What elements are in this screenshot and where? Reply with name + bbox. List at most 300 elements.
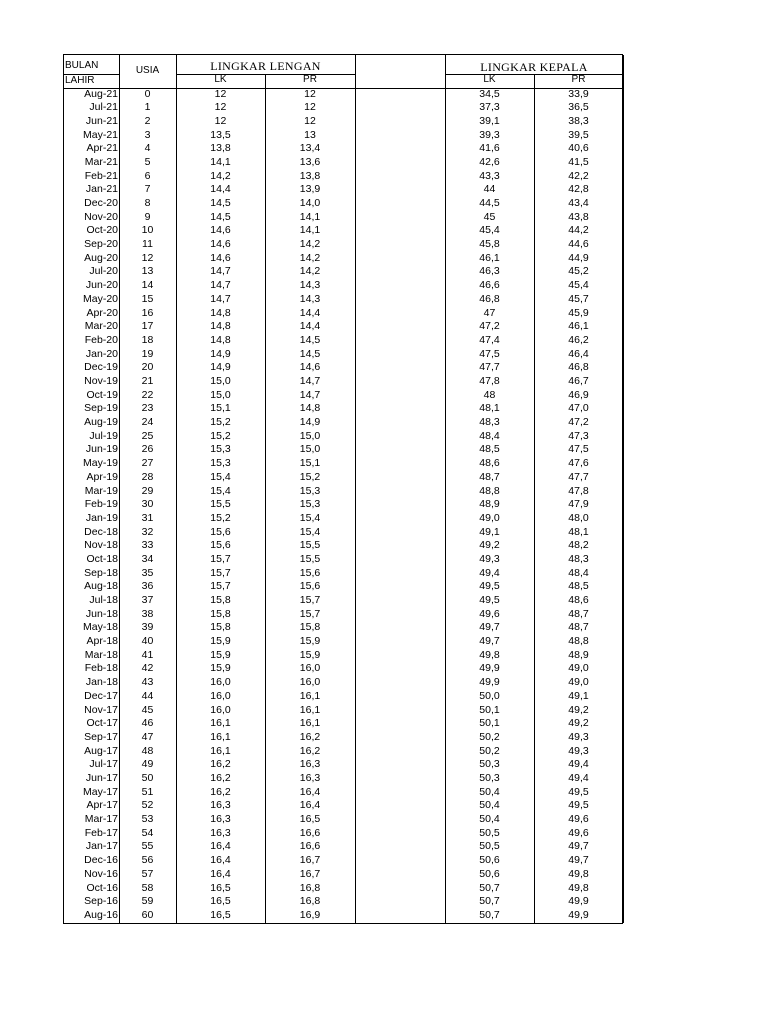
bulan-lahir-cell: Nov-17	[84, 703, 118, 716]
lingkar-kepala-lk-cell: 46,6	[479, 279, 500, 292]
usia-cell: 5	[144, 155, 151, 168]
lingkar-kepala-pr-cell: 47,3	[568, 429, 589, 442]
bulan-lahir-cell: Dec-19	[84, 361, 118, 374]
lingkar-kepala-lk-cell: 49,8	[479, 648, 500, 661]
column-divider	[623, 55, 624, 923]
usia-cell: 27	[141, 457, 154, 470]
bulan-lahir-cell: Jul-20	[89, 265, 118, 278]
usia-cell: 13	[141, 265, 154, 278]
bulan-lahir-cell: Jun-20	[85, 279, 118, 292]
lingkar-kepala-lk-cell: 49,0	[479, 511, 500, 524]
bulan-lahir-cell: Jan-18	[85, 676, 118, 689]
bulan-lahir-cell: Sep-18	[84, 566, 118, 579]
bulan-lahir-cell: May-17	[82, 785, 118, 798]
bulan-lahir-cell: Feb-20	[84, 333, 118, 346]
bulan-lahir-cell: Aug-19	[84, 416, 118, 429]
lingkar-kepala-pr-cell: 45,7	[568, 292, 589, 305]
lingkar-kepala-pr-cell: 46,1	[568, 320, 589, 333]
lingkar-lengan-pr-cell: 13,8	[299, 169, 321, 182]
usia-cell: 53	[141, 813, 154, 826]
lingkar-kepala-pr-cell: 45,2	[568, 265, 589, 278]
lingkar-kepala-lk-cell: 46,1	[479, 251, 500, 264]
lingkar-lengan-lk-cell: 16,5	[210, 881, 231, 894]
lingkar-lengan-pr-cell: 15,4	[299, 525, 321, 538]
lingkar-lengan-pr-cell: 15,9	[299, 648, 321, 661]
lingkar-lengan-lk-cell: 15,6	[210, 525, 231, 538]
usia-cell: 59	[141, 895, 154, 908]
lingkar-kepala-lk-cell: 47,5	[479, 347, 500, 360]
lingkar-lengan-pr-cell: 16,4	[299, 799, 321, 812]
lingkar-lengan-lk-cell: 16,3	[210, 799, 231, 812]
usia-cell: 33	[141, 539, 154, 552]
lingkar-kepala-pr-cell: 47,5	[568, 443, 589, 456]
lingkar-kepala-pr-cell: 42,2	[568, 169, 589, 182]
bulan-lahir-cell: Aug-20	[84, 251, 118, 264]
bulan-lahir-cell: Nov-18	[84, 539, 118, 552]
lingkar-lengan-lk-cell: 16,3	[210, 813, 231, 826]
bulan-lahir-cell: Dec-18	[84, 525, 118, 538]
lingkar-kepala-lk-cell: 48,3	[479, 416, 500, 429]
bulan-lahir-cell: Apr-17	[86, 799, 118, 812]
lingkar-lengan-lk-cell: 14,6	[210, 251, 231, 264]
bulan-lahir-cell: Apr-20	[86, 306, 118, 319]
header-lingkar-lengan: LINGKAR LENGAN	[210, 59, 321, 73]
lingkar-lengan-lk-cell: 16,3	[210, 826, 231, 839]
lingkar-kepala-pr-cell: 46,2	[568, 333, 589, 346]
lingkar-lengan-pr-cell: 16,1	[299, 717, 321, 730]
lingkar-lengan-pr-cell: 14,5	[299, 347, 321, 360]
lingkar-kepala-lk-cell: 50,0	[479, 689, 500, 702]
usia-cell: 29	[141, 484, 154, 497]
lingkar-kepala-lk-cell: 49,2	[479, 539, 500, 552]
bulan-lahir-cell: Apr-21	[86, 142, 118, 155]
column-divider	[355, 55, 356, 923]
lingkar-kepala-pr-cell: 49,1	[568, 689, 589, 702]
lingkar-lengan-lk-cell: 15,0	[210, 374, 231, 387]
lingkar-kepala-pr-cell: 42,8	[568, 183, 589, 196]
usia-cell: 26	[141, 443, 154, 456]
usia-cell: 19	[141, 347, 154, 360]
lingkar-lengan-lk-cell: 16,4	[210, 867, 231, 880]
bulan-lahir-cell: Jan-19	[85, 511, 118, 524]
lingkar-lengan-lk-cell: 15,0	[210, 388, 231, 401]
lingkar-kepala-lk-cell: 50,1	[479, 717, 500, 730]
lingkar-kepala-lk-cell: 49,7	[479, 635, 500, 648]
usia-cell: 40	[141, 635, 154, 648]
lingkar-kepala-lk-cell: 48,9	[479, 498, 500, 511]
lingkar-kepala-pr-cell: 48,9	[568, 648, 589, 661]
usia-cell: 39	[141, 621, 154, 634]
lingkar-lengan-lk-cell: 14,7	[210, 292, 231, 305]
lingkar-kepala-lk-cell: 49,3	[479, 552, 500, 565]
lingkar-kepala-lk-cell: 50,5	[479, 826, 500, 839]
lingkar-lengan-pr-cell: 14,3	[299, 279, 321, 292]
lingkar-kepala-pr-cell: 49,9	[568, 895, 589, 908]
lingkar-kepala-lk-cell: 39,3	[479, 128, 500, 141]
usia-cell: 38	[141, 607, 154, 620]
lingkar-kepala-pr-cell: 47,6	[568, 457, 589, 470]
lingkar-lengan-lk-cell: 14,4	[210, 183, 231, 196]
lingkar-kepala-lk-cell: 49,9	[479, 662, 500, 675]
bulan-lahir-cell: Mar-19	[84, 484, 118, 497]
lingkar-lengan-lk-cell: 15,7	[210, 580, 231, 593]
measurement-table	[63, 54, 623, 924]
lingkar-lengan-pr-cell: 15,3	[299, 498, 321, 511]
usia-cell: 35	[141, 566, 154, 579]
lingkar-lengan-lk-cell: 16,2	[210, 772, 231, 784]
row-divider	[445, 74, 623, 75]
usia-cell: 20	[141, 361, 154, 374]
bulan-lahir-cell: Oct-19	[86, 388, 118, 401]
lingkar-kepala-lk-cell: 48,6	[479, 457, 500, 470]
usia-cell: 17	[141, 320, 154, 333]
lingkar-lengan-lk-cell: 16,0	[210, 703, 231, 716]
lingkar-kepala-lk-cell: 50,4	[479, 799, 500, 812]
lingkar-lengan-pr-cell: 14,2	[299, 238, 321, 251]
lingkar-kepala-lk-cell: 50,4	[479, 785, 500, 798]
usia-cell: 50	[141, 772, 154, 784]
lingkar-kepala-lk-cell: 49,6	[479, 607, 500, 620]
lingkar-lengan-lk-cell: 15,8	[210, 621, 231, 634]
lingkar-lengan-lk-cell: 14,8	[210, 306, 231, 319]
lingkar-kepala-lk-cell: 45	[483, 210, 496, 223]
bulan-lahir-cell: Jan-17	[85, 840, 118, 853]
usia-cell: 12	[141, 251, 154, 264]
lingkar-kepala-pr-cell: 47,8	[568, 484, 589, 497]
lingkar-lengan-pr-cell: 15,1	[299, 457, 321, 470]
lingkar-kepala-pr-cell: 47,2	[568, 416, 589, 429]
bulan-lahir-cell: Jul-19	[89, 429, 118, 442]
lingkar-lengan-lk-cell: 16,0	[210, 676, 231, 689]
lingkar-lengan-pr-cell: 15,3	[299, 484, 321, 497]
usia-cell: 8	[144, 197, 151, 210]
lingkar-kepala-pr-cell: 49,8	[568, 881, 589, 894]
lingkar-lengan-pr-cell: 14,0	[299, 197, 321, 210]
lingkar-kepala-pr-cell: 49,5	[568, 799, 589, 812]
bulan-lahir-cell: Aug-17	[84, 744, 118, 757]
bulan-lahir-cell: May-18	[82, 621, 118, 634]
lingkar-lengan-lk-cell: 14,5	[210, 210, 231, 223]
lingkar-kepala-lk-cell: 45,4	[479, 224, 500, 237]
bulan-lahir-cell: Apr-19	[86, 470, 118, 483]
bulan-lahir-cell: Jul-17	[89, 758, 118, 771]
lingkar-lengan-lk-cell: 15,8	[210, 594, 231, 607]
lingkar-lengan-lk-cell: 15,8	[210, 607, 231, 620]
lingkar-lengan-lk-cell: 15,4	[210, 470, 231, 483]
lingkar-kepala-pr-cell: 44,9	[568, 251, 589, 264]
usia-cell: 60	[141, 908, 154, 921]
bulan-lahir-cell: Aug-21	[84, 87, 118, 100]
lingkar-lengan-lk-cell: 15,2	[210, 511, 231, 524]
lingkar-lengan-lk-cell: 14,2	[210, 169, 231, 182]
lingkar-kepala-pr-cell: 47,0	[568, 402, 589, 415]
lingkar-lengan-pr-cell: 14,9	[299, 416, 321, 429]
lingkar-kepala-pr-cell: 48,5	[568, 580, 589, 593]
lingkar-kepala-pr-cell: 38,3	[568, 114, 589, 127]
usia-cell: 21	[141, 374, 154, 387]
header-lingkar-kepala-pr: PR	[571, 74, 586, 85]
lingkar-lengan-lk-cell: 14,6	[210, 238, 231, 251]
usia-cell: 2	[144, 114, 151, 127]
lingkar-lengan-lk-cell: 15,2	[210, 429, 231, 442]
lingkar-kepala-lk-cell: 50,6	[479, 854, 500, 867]
lingkar-lengan-lk-cell: 14,7	[210, 265, 231, 278]
lingkar-lengan-pr-cell: 16,6	[299, 840, 321, 853]
lingkar-lengan-pr-cell: 14,1	[299, 210, 321, 223]
lingkar-kepala-lk-cell: 50,3	[479, 772, 500, 784]
bulan-lahir-cell: Jun-21	[85, 114, 118, 127]
lingkar-kepala-pr-cell: 46,9	[568, 388, 589, 401]
row-divider	[176, 74, 355, 75]
lingkar-lengan-lk-cell: 16,4	[210, 840, 231, 853]
lingkar-kepala-pr-cell: 48,1	[568, 525, 589, 538]
lingkar-lengan-pr-cell: 14,6	[299, 361, 321, 374]
lingkar-lengan-pr-cell: 16,1	[299, 703, 321, 716]
usia-cell: 46	[141, 717, 154, 730]
usia-cell: 9	[144, 210, 151, 223]
lingkar-kepala-lk-cell: 48,4	[479, 429, 500, 442]
bulan-lahir-cell: Aug-16	[84, 908, 118, 921]
lingkar-kepala-lk-cell: 39,1	[479, 114, 500, 127]
lingkar-lengan-pr-cell: 14,3	[299, 292, 321, 305]
bulan-lahir-cell: Sep-20	[84, 238, 118, 251]
bulan-lahir-cell: Feb-19	[84, 498, 118, 511]
lingkar-kepala-pr-cell: 48,7	[568, 621, 589, 634]
lingkar-lengan-pr-cell: 15,7	[299, 607, 321, 620]
lingkar-lengan-pr-cell: 15,0	[299, 443, 321, 456]
bulan-lahir-cell: Dec-16	[84, 854, 118, 867]
lingkar-kepala-pr-cell: 48,6	[568, 594, 589, 607]
lingkar-kepala-pr-cell: 40,6	[568, 142, 589, 155]
bulan-lahir-cell: Dec-20	[84, 197, 118, 210]
usia-cell: 48	[141, 744, 154, 757]
bulan-lahir-cell: May-20	[82, 292, 118, 305]
usia-cell: 55	[141, 840, 154, 853]
bulan-lahir-cell: Sep-19	[84, 402, 118, 415]
lingkar-kepala-pr-cell: 49,2	[568, 717, 589, 730]
lingkar-lengan-pr-cell: 15,2	[299, 470, 321, 483]
lingkar-lengan-pr-cell: 16,8	[299, 881, 321, 894]
usia-cell: 44	[141, 689, 154, 702]
lingkar-kepala-pr-cell: 36,5	[568, 101, 589, 114]
lingkar-lengan-lk-cell: 14,9	[210, 361, 231, 374]
usia-cell: 30	[141, 498, 154, 511]
usia-cell: 32	[141, 525, 154, 538]
lingkar-lengan-pr-cell: 16,2	[299, 744, 321, 757]
usia-cell: 1	[144, 101, 151, 114]
usia-cell: 51	[141, 785, 154, 798]
lingkar-kepala-pr-cell: 39,5	[568, 128, 589, 141]
lingkar-lengan-pr-cell: 14,2	[299, 251, 321, 264]
lingkar-lengan-pr-cell: 13,9	[299, 183, 321, 196]
lingkar-lengan-lk-cell: 14,8	[210, 333, 231, 346]
lingkar-kepala-lk-cell: 46,8	[479, 292, 500, 305]
usia-cell: 15	[141, 292, 154, 305]
header-lingkar-kepala: LINGKAR KEPALA	[480, 60, 588, 74]
lingkar-lengan-lk-cell: 13,5	[210, 128, 231, 141]
lingkar-lengan-pr-cell: 15,0	[299, 429, 321, 442]
lingkar-kepala-lk-cell: 46,3	[479, 265, 500, 278]
lingkar-kepala-pr-cell: 48,7	[568, 607, 589, 620]
lingkar-lengan-pr-cell: 14,7	[299, 374, 321, 387]
usia-cell: 47	[141, 730, 154, 743]
lingkar-lengan-lk-cell: 14,6	[210, 224, 231, 237]
lingkar-kepala-lk-cell: 43,3	[479, 169, 500, 182]
lingkar-kepala-pr-cell: 47,9	[568, 498, 589, 511]
lingkar-lengan-pr-cell: 16,2	[299, 730, 321, 743]
bulan-lahir-cell: Mar-18	[84, 648, 118, 661]
lingkar-kepala-pr-cell: 46,4	[568, 347, 589, 360]
lingkar-lengan-lk-cell: 16,2	[210, 785, 231, 798]
lingkar-lengan-pr-cell: 16,7	[299, 867, 321, 880]
lingkar-kepala-pr-cell: 49,7	[568, 840, 589, 853]
usia-cell: 43	[141, 676, 154, 689]
bulan-lahir-cell: Feb-21	[84, 169, 118, 182]
lingkar-lengan-lk-cell: 13,8	[210, 142, 231, 155]
lingkar-lengan-pr-cell: 14,7	[299, 388, 321, 401]
lingkar-kepala-lk-cell: 49,5	[479, 580, 500, 593]
lingkar-kepala-lk-cell: 47,4	[479, 333, 500, 346]
lingkar-kepala-pr-cell: 48,0	[568, 511, 589, 524]
lingkar-kepala-pr-cell: 33,9	[568, 87, 589, 100]
lingkar-lengan-pr-cell: 13,6	[299, 155, 321, 168]
lingkar-lengan-lk-cell: 16,2	[210, 758, 231, 771]
row-divider	[64, 74, 119, 75]
lingkar-lengan-pr-cell: 16,3	[299, 772, 321, 784]
lingkar-kepala-lk-cell: 48,5	[479, 443, 500, 456]
lingkar-lengan-pr-cell: 16,8	[299, 895, 321, 908]
lingkar-lengan-pr-cell: 15,8	[299, 621, 321, 634]
lingkar-kepala-pr-cell: 49,5	[568, 785, 589, 798]
lingkar-kepala-pr-cell: 49,6	[568, 826, 589, 839]
lingkar-kepala-lk-cell: 44	[483, 183, 496, 196]
bulan-lahir-cell: Oct-20	[86, 224, 118, 237]
usia-cell: 7	[144, 183, 151, 196]
bulan-lahir-cell: Dec-17	[84, 689, 118, 702]
usia-cell: 16	[141, 306, 154, 319]
lingkar-lengan-lk-cell: 15,3	[210, 443, 231, 456]
lingkar-kepala-lk-cell: 47,2	[479, 320, 500, 333]
bulan-lahir-cell: Jun-19	[85, 443, 118, 456]
lingkar-kepala-lk-cell: 48,7	[479, 470, 500, 483]
bulan-lahir-cell: Feb-18	[84, 662, 118, 675]
lingkar-kepala-lk-cell: 50,5	[479, 840, 500, 853]
usia-cell: 34	[141, 552, 154, 565]
lingkar-kepala-pr-cell: 45,4	[568, 279, 589, 292]
lingkar-lengan-lk-cell: 12	[214, 114, 227, 127]
usia-cell: 0	[144, 87, 151, 100]
lingkar-kepala-pr-cell: 49,8	[568, 867, 589, 880]
lingkar-kepala-pr-cell: 45,9	[568, 306, 589, 319]
usia-cell: 14	[141, 279, 154, 292]
usia-cell: 37	[141, 594, 154, 607]
lingkar-lengan-pr-cell: 14,5	[299, 333, 321, 346]
lingkar-lengan-pr-cell: 16,3	[299, 758, 321, 771]
header-bulan: BULAN	[65, 60, 99, 71]
lingkar-lengan-pr-cell: 13,4	[299, 142, 321, 155]
lingkar-lengan-pr-cell: 12	[304, 114, 316, 127]
lingkar-lengan-lk-cell: 14,8	[210, 320, 231, 333]
bulan-lahir-cell: Oct-18	[86, 552, 118, 565]
lingkar-kepala-pr-cell: 44,2	[568, 224, 589, 237]
lingkar-kepala-lk-cell: 49,1	[479, 525, 500, 538]
lingkar-kepala-lk-cell: 50,6	[479, 867, 500, 880]
lingkar-kepala-pr-cell: 43,4	[568, 197, 589, 210]
bulan-lahir-cell: Sep-16	[84, 895, 118, 908]
lingkar-kepala-pr-cell: 49,7	[568, 854, 589, 867]
lingkar-kepala-lk-cell: 50,2	[479, 730, 500, 743]
lingkar-kepala-lk-cell: 50,7	[479, 895, 500, 908]
lingkar-kepala-lk-cell: 49,9	[479, 676, 500, 689]
bulan-lahir-cell: Oct-17	[86, 717, 118, 730]
lingkar-kepala-lk-cell: 50,3	[479, 758, 500, 771]
lingkar-lengan-pr-cell: 15,4	[299, 511, 321, 524]
lingkar-lengan-lk-cell: 15,4	[210, 484, 231, 497]
usia-cell: 57	[141, 867, 154, 880]
lingkar-kepala-pr-cell: 48,8	[568, 635, 589, 648]
lingkar-kepala-lk-cell: 50,1	[479, 703, 500, 716]
lingkar-lengan-lk-cell: 15,2	[210, 416, 231, 429]
lingkar-kepala-pr-cell: 43,8	[568, 210, 589, 223]
lingkar-lengan-lk-cell: 16,1	[210, 717, 231, 730]
lingkar-kepala-lk-cell: 50,7	[479, 908, 500, 921]
header-lingkar-lengan-lk: LK	[214, 74, 227, 85]
lingkar-kepala-pr-cell: 49,4	[568, 772, 589, 784]
lingkar-kepala-pr-cell: 49,3	[568, 730, 589, 743]
lingkar-kepala-pr-cell: 46,8	[568, 361, 589, 374]
bulan-lahir-cell: Nov-19	[84, 374, 118, 387]
lingkar-kepala-lk-cell: 50,2	[479, 744, 500, 757]
lingkar-lengan-pr-cell: 13	[304, 128, 316, 141]
lingkar-lengan-pr-cell: 12	[304, 101, 316, 114]
lingkar-kepala-lk-cell: 48,1	[479, 402, 500, 415]
lingkar-lengan-pr-cell: 16,1	[299, 689, 321, 702]
bulan-lahir-cell: Jan-20	[85, 347, 118, 360]
lingkar-lengan-lk-cell: 15,9	[210, 635, 231, 648]
lingkar-lengan-pr-cell: 16,5	[299, 813, 321, 826]
lingkar-lengan-pr-cell: 16,9	[299, 908, 321, 921]
lingkar-kepala-lk-cell: 49,4	[479, 566, 500, 579]
lingkar-kepala-pr-cell: 49,2	[568, 703, 589, 716]
lingkar-kepala-pr-cell: 47,7	[568, 470, 589, 483]
lingkar-lengan-lk-cell: 15,9	[210, 662, 231, 675]
usia-cell: 3	[144, 128, 151, 141]
lingkar-kepala-pr-cell: 48,4	[568, 566, 589, 579]
lingkar-lengan-lk-cell: 16,4	[210, 854, 231, 867]
lingkar-lengan-lk-cell: 16,1	[210, 744, 231, 757]
bulan-lahir-cell: Mar-20	[84, 320, 118, 333]
lingkar-lengan-pr-cell: 14,4	[299, 306, 321, 319]
lingkar-lengan-lk-cell: 15,7	[210, 566, 231, 579]
usia-cell: 18	[141, 333, 154, 346]
lingkar-lengan-pr-cell: 15,7	[299, 594, 321, 607]
bulan-lahir-cell: Jun-17	[85, 772, 118, 784]
bulan-lahir-cell: Jun-18	[85, 607, 118, 620]
lingkar-kepala-lk-cell: 48,8	[479, 484, 500, 497]
lingkar-kepala-lk-cell: 37,3	[479, 101, 500, 114]
usia-cell: 6	[144, 169, 151, 182]
lingkar-lengan-pr-cell: 12	[304, 87, 316, 100]
bulan-lahir-cell: May-21	[82, 128, 118, 141]
bulan-lahir-cell: May-19	[82, 457, 118, 470]
bulan-lahir-cell: Feb-17	[84, 826, 118, 839]
bulan-lahir-cell: Nov-16	[84, 867, 118, 880]
usia-cell: 45	[141, 703, 154, 716]
usia-cell: 41	[141, 648, 154, 661]
lingkar-kepala-lk-cell: 47,7	[479, 361, 500, 374]
usia-cell: 52	[141, 799, 154, 812]
bulan-lahir-cell: Apr-18	[86, 635, 118, 648]
